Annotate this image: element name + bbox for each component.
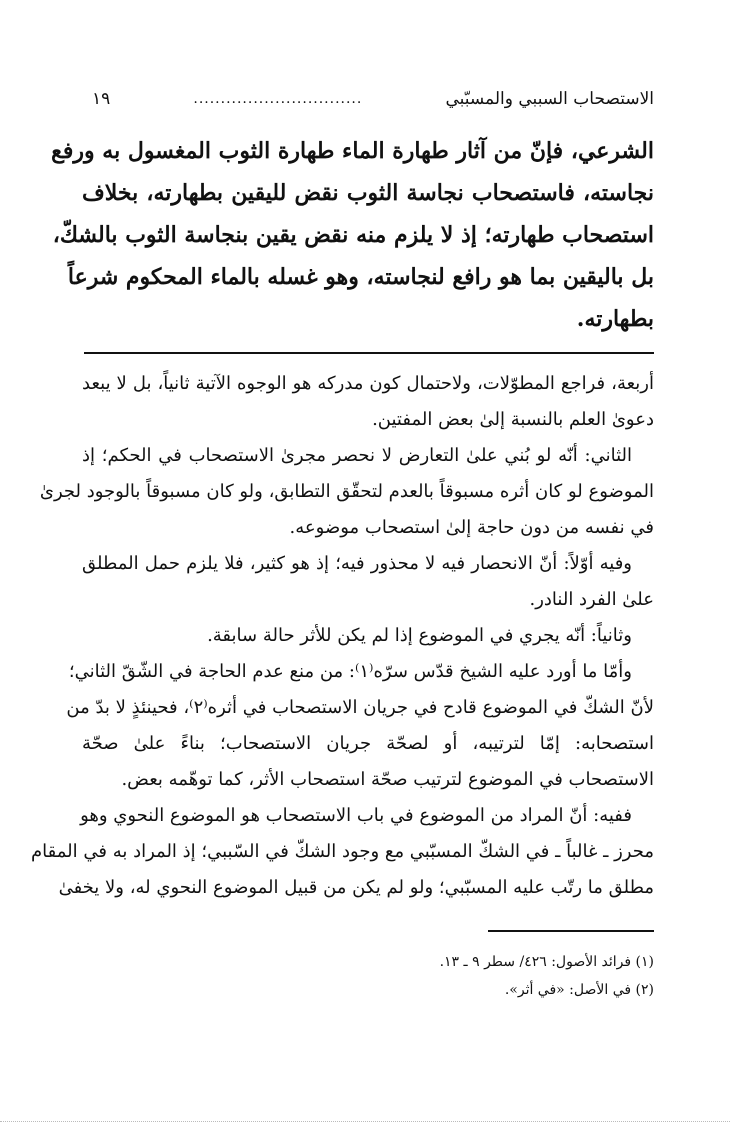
note-line: استصحابه: إمّا لترتيبه، أو لصحّة جريان الاستصحاب؛ بناءً علىٰ صحّة: [82, 733, 654, 754]
page-number: ١٩: [92, 89, 111, 109]
main-line: نجاسته، فاستصحاب نجاسة الثوب نقض لليقين بطهارته، بخلاف: [82, 180, 654, 206]
main-line: الشرعي، فإنّ من آثار طهارة الماء طهارة الثوب المغسول به ورفع: [51, 138, 654, 164]
footnote-separator: [488, 930, 654, 932]
note-line: محرز ـ غالباً ـ في الشكّ المسبّبي مع وجود الشكّ في السّببي؛ إذ المراد به في المقام: [31, 841, 654, 862]
running-header: [92, 84, 654, 114]
note-line: علىٰ الفرد النادر.: [529, 589, 654, 610]
commentary-notes: [31, 366, 654, 906]
footnote-2: (٢) في الأصل: «في أثر».: [504, 982, 654, 998]
main-text: [51, 130, 654, 340]
notes-separator: [84, 352, 654, 354]
note-line: وثانياً: أنّه يجري في الموضوع إذا لم يكن للأثر حالة سابقة.: [207, 625, 632, 646]
note-line: الثاني: أنّه لو بُني علىٰ التعارض لا نحصر مجرىٰ الاستصحاب في الحكم؛ إذ: [82, 445, 632, 466]
note-line: دعوىٰ العلم بالنسبة إلىٰ بعض المفتين.: [372, 409, 654, 430]
main-line: بل باليقين بما هو رافع لنجاسته، وهو غسله بالماء المحكوم شرعاً: [67, 264, 654, 290]
note-line: الموضوع لو كان أثره مسبوقاً بالعدم لتحقّق التطابق، ولو كان مسبوقاً بالوجود لجرىٰ: [39, 481, 654, 502]
main-line: بطهارته.: [576, 306, 654, 332]
note-line: لأنّ الشكّ في الموضوع قادح في جريان الاستصحاب في أثره⁽٢⁾، فحينئذٍ لا بدّ من: [66, 697, 654, 718]
note-line: في نفسه من دون حاجة إلىٰ استصحاب موضوعه.: [289, 517, 654, 538]
main-line: استصحاب طهارته؛ إذ لا يلزم منه نقض يقين بنجاسة الثوب بالشكّ،: [52, 222, 654, 248]
footnote-1: (١) فرائد الأصول: ٤٢٦/ سطر ٩ ـ ١٣.: [439, 954, 654, 970]
note-line: الاستصحاب في الموضوع لترتيب صحّة استصحاب الأثر، كما توهّمه بعض.: [121, 769, 654, 790]
header-title: الاستصحاب السببي والمسبّبي: [445, 89, 654, 109]
note-line: أربعة، فراجع المطوّلات، ولاحتمال كون مدركه هو الوجوه الآتية ثانياً، بل لا يبعد: [82, 373, 654, 394]
scan-edge-line: [0, 1121, 730, 1124]
note-line: ففيه: أنّ المراد من الموضوع في باب الاستصحاب هو الموضوع النحوي وهو: [80, 805, 632, 826]
note-line: وأمّا ما أورد عليه الشيخ قدّس سرّه⁽١⁾: من منع عدم الحاجة في الشّقّ الثاني؛: [68, 661, 632, 682]
note-line: مطلق ما رتّب عليه المسبّبي؛ ولو لم يكن من قبيل الموضوع النحوي له، ولا يخفىٰ: [58, 877, 654, 898]
footnotes: [82, 948, 654, 1004]
note-line: وفيه أوّلاً: أنّ الانحصار فيه لا محذور فيه؛ إذ هو كثير، فلا يلزم حمل المطلق: [82, 553, 632, 574]
header-leader-dots: ...............................: [193, 91, 363, 107]
